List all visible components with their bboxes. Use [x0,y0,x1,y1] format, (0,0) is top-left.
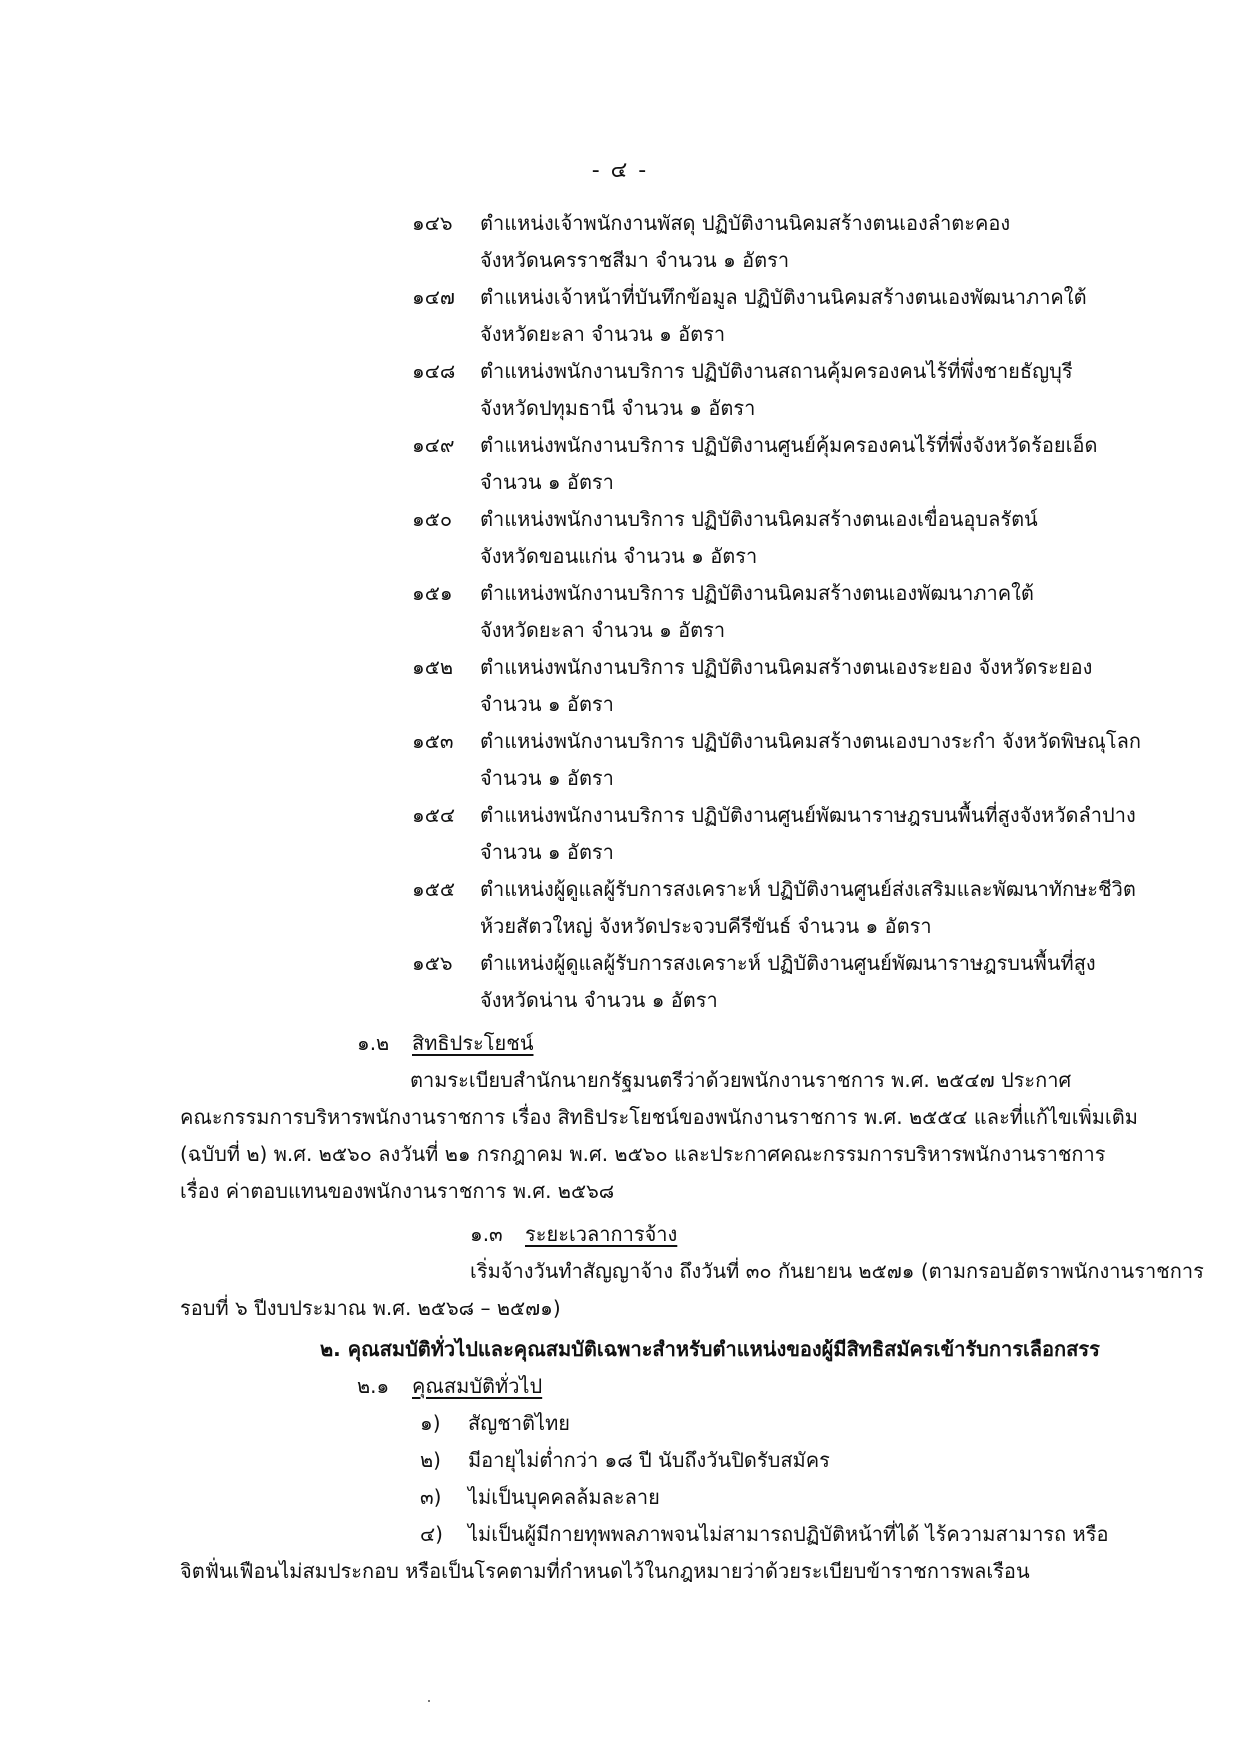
position-text [480,575,1120,649]
qualification-item [420,1442,1120,1479]
position-text [480,205,1120,279]
paragraph-line: ตามระเบียบสำนักนายกรัฐมนตรีว่าด้วยพนักงานราชการ พ.ศ. ๒๕๔๗ ประกาศ [410,1068,1072,1092]
position-line: จำนวน ๑ อัตรา [480,840,614,864]
paragraph-line: เรื่อง ค่าตอบแทนของพนักงานราชการ พ.ศ. ๒๕๖๘ [180,1179,615,1203]
position-text [480,427,1120,501]
qualification-item [420,1479,1120,1516]
position-item [412,427,1120,501]
item-number: ๔) [420,1522,443,1546]
section-1-3-paragraph [180,1253,1204,1327]
position-number: ๑๔๙ [412,433,455,457]
position-list [180,205,1141,1019]
section-2-1-heading [357,1368,1120,1405]
paragraph-line: คณะกรรมการบริหารพนักงานราชการ เรื่อง สิทธิประโยชน์ของพนักงานราชการ พ.ศ. ๒๕๕๔ และที่แก้ไขเพิ่มเติม [180,1105,1138,1129]
section-title: สิทธิประโยชน์ [412,1031,534,1055]
position-line: จำนวน ๑ อัตรา [480,470,614,494]
position-text [480,353,1120,427]
section-title: คุณสมบัติทั่วไป [412,1374,543,1398]
position-number: ๑๔๘ [412,359,456,383]
qualification-item [420,1405,1120,1442]
position-line: จำนวน ๑ อัตรา [480,766,614,790]
section-1-3-heading [470,1216,1120,1253]
section-1-2-heading [357,1025,1120,1062]
paragraph-line: รอบที่ ๖ ปีงบประมาณ พ.ศ. ๒๕๖๘ – ๒๕๗๑) [180,1296,561,1320]
position-line: ห้วยสัตวใหญ่ จังหวัดประจวบคีรีขันธ์ จำนวน ๑ อัตรา [480,914,932,938]
position-text [480,501,1120,575]
position-line: ตำแหน่งผู้ดูแลผู้รับการสงเคราะห์ ปฏิบัติงานศูนย์ส่งเสริมและพัฒนาทักษะชีวิต [480,877,1136,901]
position-number: ๑๕๓ [412,729,454,753]
section-number: ๑.๓ [470,1222,503,1246]
position-line: ตำแหน่งเจ้าพนักงานพัสดุ ปฏิบัติงานนิคมสร้างตนเองลำตะคอง [480,211,1011,235]
position-text [480,649,1120,723]
position-number: ๑๕๒ [412,655,454,679]
position-item [412,353,1120,427]
position-item [412,501,1120,575]
position-line: ตำแหน่งพนักงานบริการ ปฏิบัติงานสถานคุ้มครองคนไร้ที่พึ่งชายธัญบุรี [480,359,1073,383]
paragraph-line: เริ่มจ้างวันทำสัญญาจ้าง ถึงวันที่ ๓๐ กันยายน ๒๕๗๑ (ตามกรอบอัตราพนักงานราชการ [470,1259,1204,1283]
position-text [480,871,1136,945]
qualification-item [420,1516,1120,1553]
paragraph-line: (ฉบับที่ ๒) พ.ศ. ๒๕๖๐ ลงวันที่ ๒๑ กรกฎาคม พ.ศ. ๒๕๖๐ และประกาศคณะกรรมการบริหารพนักงานราชการ [180,1142,1106,1166]
position-line: ตำแหน่งพนักงานบริการ ปฏิบัติงานนิคมสร้างตนเองพัฒนาภาคใต้ [480,581,1034,605]
item-number: ๑) [420,1411,441,1435]
position-line: จังหวัดยะลา จำนวน ๑ อัตรา [480,618,726,642]
position-text [480,945,1120,1019]
position-item [412,279,1120,353]
position-item [412,723,1141,797]
position-number: ๑๔๗ [412,285,455,309]
page-number: - ๔ - [591,158,649,183]
position-item [412,871,1136,945]
item-text: มีอายุไม่ต่ำกว่า ๑๘ ปี นับถึงวันปิดรับสมัคร [468,1448,830,1472]
item-text: ไม่เป็นผู้มีกายทุพพลภาพจนไม่สามารถปฏิบัติหน้าที่ได้ ไร้ความสามารถ หรือ [468,1522,1109,1546]
position-number: ๑๔๖ [412,211,453,235]
item-text: ไม่เป็นบุคคลล้มละลาย [468,1485,660,1509]
section-1-2-paragraph [180,1062,1138,1210]
position-line: ตำแหน่งพนักงานบริการ ปฏิบัติงานนิคมสร้างตนเองเขื่อนอุบลรัตน์ [480,507,1038,531]
position-line: จังหวัดยะลา จำนวน ๑ อัตรา [480,322,726,346]
position-line: จำนวน ๑ อัตรา [480,692,614,716]
position-line: ตำแหน่งพนักงานบริการ ปฏิบัติงานนิคมสร้างตนเองบางระกำ จังหวัดพิษณุโลก [480,729,1141,753]
position-line: จังหวัดนครราชสีมา จำนวน ๑ อัตรา [480,248,790,272]
position-line: ตำแหน่งพนักงานบริการ ปฏิบัติงานศูนย์คุ้มครองคนไร้ที่พึ่งจังหวัดร้อยเอ็ด [480,433,1098,457]
position-line: จังหวัดน่าน จำนวน ๑ อัตรา [480,988,718,1012]
position-line: จังหวัดปทุมธานี จำนวน ๑ อัตรา [480,396,756,420]
section-title: ระยะเวลาการจ้าง [525,1222,678,1246]
paragraph-line: จิตฟั่นเฟือนไม่สมประกอบ หรือเป็นโรคตามที่กำหนดไว้ในกฎหมายว่าด้วยระเบียบข้าราชการพลเรือน [180,1559,1030,1583]
position-item [412,649,1120,723]
position-item [412,205,1120,279]
position-line: จังหวัดขอนแก่น จำนวน ๑ อัตรา [480,544,758,568]
item-number: ๓) [420,1485,442,1509]
position-number: ๑๕๖ [412,951,453,975]
position-number: ๑๕๑ [412,581,453,605]
section-number: ๑.๒ [357,1031,390,1055]
position-text [480,723,1141,797]
position-number: ๑๕๐ [412,507,453,531]
section-number: ๒.๑ [357,1374,390,1398]
position-item [412,575,1120,649]
position-number: ๑๕๔ [412,803,455,827]
position-item [412,797,1136,871]
position-number: ๑๕๕ [412,877,455,901]
position-item [412,945,1120,1019]
position-text [480,797,1136,871]
document-body [180,205,1204,1590]
scan-speck [428,1700,430,1702]
item-number: ๒) [420,1448,441,1472]
section-2-heading: ๒. คุณสมบัติทั่วไปและคุณสมบัติเฉพาะสำหรับตำแหน่งของผู้มีสิทธิสมัครเข้ารับการเลือกสรร [320,1337,1100,1361]
position-line: ตำแหน่งเจ้าหน้าที่บันทึกข้อมูล ปฏิบัติงานนิคมสร้างตนเองพัฒนาภาคใต้ [480,285,1087,309]
item-text: สัญชาติไทย [468,1411,571,1435]
position-line: ตำแหน่งพนักงานบริการ ปฏิบัติงานศูนย์พัฒนาราษฎรบนพื้นที่สูงจังหวัดลำปาง [480,803,1136,827]
position-line: ตำแหน่งผู้ดูแลผู้รับการสงเคราะห์ ปฏิบัติงานศูนย์พัฒนาราษฎรบนพื้นที่สูง [480,951,1096,975]
position-line: ตำแหน่งพนักงานบริการ ปฏิบัติงานนิคมสร้างตนเองระยอง จังหวัดระยอง [480,655,1093,679]
position-text [480,279,1120,353]
